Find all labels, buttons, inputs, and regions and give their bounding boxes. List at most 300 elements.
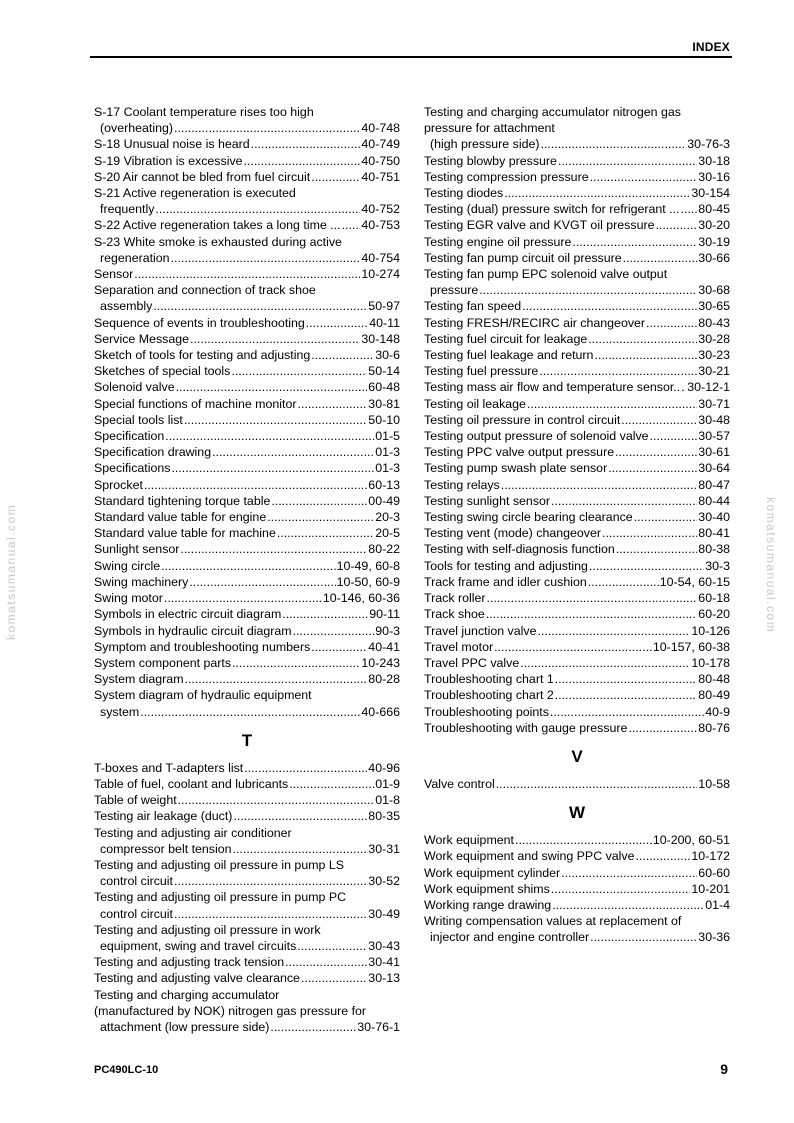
- index-entry-page-ref: 30-154: [691, 186, 730, 201]
- index-entry: [424, 558, 730, 574]
- dot-leader: [174, 873, 367, 889]
- index-entry-text: Tools for testing and adjusting: [424, 558, 588, 573]
- index-entry: [424, 315, 730, 331]
- index-entry-text: equipment, swing and travel circuits: [100, 938, 297, 953]
- index-entry-text: Work equipment shims: [424, 881, 550, 896]
- index-entry-page-ref: 10-50, 60-9: [336, 574, 400, 589]
- dot-leader: [634, 509, 698, 525]
- index-entry: [94, 153, 400, 169]
- dot-leader: [590, 169, 698, 185]
- index-entry: [94, 428, 400, 444]
- index-entry-text: Track shoe: [424, 607, 485, 622]
- index-entry-text: Testing with self-diagnosis function: [424, 542, 615, 557]
- index-entry-page-ref: 30-36: [698, 930, 730, 945]
- index-entry-text: Standard tightening torque table: [94, 493, 271, 508]
- index-entry: [424, 832, 730, 848]
- header-rule: [90, 56, 732, 58]
- dot-leader: [174, 906, 367, 922]
- dot-leader: [602, 525, 697, 541]
- index-entry-text: Special functions of machine monitor: [94, 396, 297, 411]
- index-entry: [424, 104, 730, 153]
- index-entry-text: Troubleshooting points: [424, 704, 549, 719]
- index-entry: [424, 250, 730, 266]
- index-entry-text: pressure for attachment: [424, 121, 555, 136]
- index-entry-page-ref: 30-28: [698, 331, 730, 346]
- index-entry-text: Sketch of tools for testing and adjusting: [94, 348, 311, 363]
- dot-leader: [232, 655, 360, 671]
- index-entry-page-ref: 01-4: [705, 897, 730, 912]
- index-entry-page-ref: 60-48: [368, 380, 400, 395]
- dot-leader: [165, 428, 374, 444]
- dot-leader: [289, 776, 374, 792]
- index-entry-page-ref: 30-43: [368, 938, 400, 953]
- index-entry-page-ref: 40-750: [361, 153, 400, 168]
- page-number: 9: [720, 1061, 728, 1077]
- index-column-right: [424, 104, 730, 946]
- index-entry-page-ref: 60-13: [368, 477, 400, 492]
- index-entry-text: S-21 Active regeneration is executed: [94, 186, 296, 201]
- index-entry-text: Troubleshooting chart 1: [424, 672, 554, 687]
- index-entry-page-ref: 80-48: [698, 672, 730, 687]
- dot-leader: [496, 776, 698, 792]
- index-entry: [94, 104, 400, 136]
- dot-leader: [650, 428, 698, 444]
- index-entry-page-ref: 10-243: [361, 655, 400, 670]
- index-entry-text: S-18 Unusual noise is heard: [94, 137, 250, 152]
- index-entry-page-ref: 80-28: [368, 672, 400, 687]
- index-entry-text: Work equipment and swing PPC valve: [424, 849, 635, 864]
- index-entry-page-ref: 30-71: [698, 396, 730, 411]
- index-entry-text: Solenoid valve: [94, 380, 175, 395]
- index-entry-page-ref: 30-6: [375, 348, 400, 363]
- index-entry: [94, 954, 400, 970]
- dot-leader: [164, 590, 322, 606]
- dot-leader: [558, 153, 697, 169]
- index-entry-text: Testing oil pressure in control circuit: [424, 412, 621, 427]
- footer-model: PC490LC-10: [94, 1064, 159, 1076]
- dot-leader: [285, 954, 367, 970]
- index-entry-text: T-boxes and T-adapters list: [94, 760, 244, 775]
- index-entry-text: Work equipment cylinder: [424, 865, 561, 880]
- dot-leader: [541, 136, 687, 152]
- index-entry: [424, 396, 730, 412]
- index-entry: [94, 525, 400, 541]
- index-entry-page-ref: 20-3: [375, 510, 400, 525]
- index-entry-text: Testing swing circle bearing clearance: [424, 510, 633, 525]
- dot-leader: [590, 929, 697, 945]
- index-entry-text: Table of weight: [94, 793, 177, 808]
- dot-leader: [233, 808, 367, 824]
- dot-leader: [608, 460, 697, 476]
- index-entry-page-ref: 40-749: [361, 137, 400, 152]
- dot-leader: [539, 363, 697, 379]
- index-entry-text: Testing FRESH/RECIRC air changeover: [424, 315, 646, 330]
- index-entry: [424, 201, 730, 217]
- index-entry-text: Sprocket: [94, 477, 143, 492]
- index-entry: [424, 185, 730, 201]
- index-entry-text: Troubleshooting chart 2: [424, 688, 554, 703]
- index-entry: [94, 169, 400, 185]
- dot-leader: [616, 541, 698, 557]
- dot-leader: [681, 379, 686, 395]
- dot-leader: [522, 298, 697, 314]
- index-entry: [424, 671, 730, 687]
- index-entry: [94, 185, 400, 217]
- section-letter: W: [568, 803, 586, 823]
- index-entry: [94, 509, 400, 525]
- index-entry-text: Testing compression pressure: [424, 169, 589, 184]
- index-entry: [424, 720, 730, 736]
- index-entry-page-ref: 20-5: [375, 526, 400, 541]
- index-entry: [94, 282, 400, 314]
- index-entry-text: Testing fan pump circuit oil pressure: [424, 250, 622, 265]
- index-entry: [94, 234, 400, 266]
- index-entry-page-ref: 40-752: [361, 202, 400, 217]
- index-entry-page-ref: 30-76-1: [357, 1019, 400, 1034]
- index-entry: [94, 606, 400, 622]
- dot-leader: [244, 760, 367, 776]
- dot-leader: [588, 331, 697, 347]
- index-entry: [424, 865, 730, 881]
- index-entry-text: Testing EGR valve and KVGT oil pressure: [424, 218, 655, 233]
- index-entry: [424, 298, 730, 314]
- index-entry-page-ref: 30-64: [698, 461, 730, 476]
- index-entry-page-ref: 10-201: [691, 881, 730, 896]
- index-entry-page-ref: 40-9: [705, 704, 730, 719]
- index-entry-text: Special tools list: [94, 412, 183, 427]
- index-entry-page-ref: 10-274: [361, 267, 400, 282]
- index-entry: [424, 460, 730, 476]
- index-entry-text: Specification drawing: [94, 445, 212, 460]
- dot-leader: [515, 832, 652, 848]
- index-entry-text: Specifications: [94, 461, 171, 476]
- index-entry-text: Swing machinery: [94, 574, 189, 589]
- index-entry: [424, 379, 730, 395]
- index-entry: [94, 396, 400, 412]
- index-entry: [94, 639, 400, 655]
- index-entry: [424, 444, 730, 460]
- index-entry-text: Travel motor: [424, 639, 494, 654]
- dot-leader: [270, 1019, 356, 1035]
- index-entry-text: S-19 Vibration is excessive: [94, 153, 243, 168]
- index-entry-text: Testing vent (mode) changeover: [424, 526, 602, 541]
- index-entry-text: Sequence of events in troubleshooting: [94, 315, 305, 330]
- dot-leader: [171, 250, 361, 266]
- index-entry-text: Travel PPC valve: [424, 655, 520, 670]
- index-entry: [424, 428, 730, 444]
- index-entry-text: Sunlight sensor: [94, 542, 180, 557]
- index-entry-text: Testing output pressure of solenoid valve: [424, 429, 649, 444]
- dot-leader: [311, 169, 360, 185]
- index-entry: [424, 623, 730, 639]
- dot-leader: [655, 217, 697, 233]
- index-entry: [94, 987, 400, 1036]
- dot-leader: [636, 848, 691, 864]
- index-entry: [424, 606, 730, 622]
- index-entry-page-ref: 30-19: [698, 234, 730, 249]
- dot-leader: [185, 671, 368, 687]
- index-entry-page-ref: 30-49: [368, 906, 400, 921]
- index-entry-text: Travel junction valve: [424, 623, 537, 638]
- index-entry: [94, 136, 400, 152]
- index-entry: [94, 857, 400, 889]
- dot-leader: [621, 412, 697, 428]
- index-entry-text: system: [100, 704, 140, 719]
- dot-leader: [527, 396, 697, 412]
- page-header-title: INDEX: [692, 40, 730, 54]
- index-entry-page-ref: 30-31: [368, 841, 400, 856]
- index-entry-text: Testing oil leakage: [424, 396, 526, 411]
- index-entry: [424, 363, 730, 379]
- index-entry-text: Testing pump swash plate sensor: [424, 461, 608, 476]
- index-entry-page-ref: 50-10: [368, 412, 400, 427]
- index-entry-text: (high pressure side): [430, 137, 540, 152]
- index-entry-page-ref: 30-48: [698, 412, 730, 427]
- dot-leader: [231, 363, 367, 379]
- index-entry-text: Testing air leakage (duct): [94, 809, 233, 824]
- index-entry-text: assembly: [100, 299, 153, 314]
- index-entry-page-ref: 10-49, 60-8: [336, 558, 400, 573]
- index-entry: [424, 217, 730, 233]
- index-entry-text: Testing and adjusting oil pressure in pump PC: [94, 890, 347, 905]
- index-entry-page-ref: 30-13: [368, 971, 400, 986]
- index-entry-text: Symptom and troubleshooting numbers: [94, 639, 311, 654]
- index-entry-text: (manufactured by NOK) nitrogen gas pressure for: [94, 1003, 367, 1018]
- dot-leader: [486, 606, 697, 622]
- index-entry: [424, 493, 730, 509]
- index-entry-text: S-17 Coolant temperature rises too high: [94, 105, 314, 119]
- index-entry-page-ref: 90-3: [375, 623, 400, 638]
- watermark-left: komatsumanual.com: [4, 503, 18, 640]
- index-entry-page-ref: 60-20: [698, 607, 730, 622]
- dot-leader: [140, 704, 360, 720]
- index-entry-page-ref: 90-11: [369, 607, 400, 622]
- dot-leader: [267, 509, 374, 525]
- index-entry-text: Testing and adjusting oil pressure in work: [94, 922, 321, 937]
- dot-leader: [178, 792, 375, 808]
- index-entry: [94, 363, 400, 379]
- dot-leader: [680, 201, 697, 217]
- index-entry: [94, 760, 400, 776]
- dot-leader: [189, 574, 335, 590]
- index-entry: [94, 558, 400, 574]
- dot-leader: [282, 606, 368, 622]
- index-entry: [424, 266, 730, 298]
- index-entry-page-ref: 50-97: [368, 299, 400, 314]
- index-entry-text: Service Message: [94, 331, 190, 346]
- index-entry-text: control circuit: [100, 874, 173, 889]
- dot-leader: [212, 444, 374, 460]
- index-entry-page-ref: 30-68: [698, 283, 730, 298]
- dot-leader: [134, 266, 360, 282]
- dot-leader: [297, 938, 367, 954]
- index-entry: [424, 639, 730, 655]
- dot-leader: [504, 185, 690, 201]
- index-entry: [94, 970, 400, 986]
- index-entry-text: S-22 Active regeneration takes a long time ...: [94, 218, 341, 233]
- index-entry-text: Swing motor: [94, 591, 163, 606]
- index-entry: [94, 379, 400, 395]
- index-entry-page-ref: 30-23: [698, 348, 730, 363]
- index-entry: [424, 153, 730, 169]
- index-entry: [94, 266, 400, 282]
- index-entry: [424, 655, 730, 671]
- index-entry-text: injector and engine controller: [430, 930, 590, 945]
- index-entry-page-ref: 80-44: [698, 493, 730, 508]
- dot-leader: [306, 315, 368, 331]
- index-entry-text: control circuit: [100, 906, 173, 921]
- index-entry-text: Valve control: [424, 776, 495, 791]
- dot-leader: [174, 120, 360, 136]
- index-entry-text: Testing and charging accumulator: [94, 987, 280, 1002]
- index-entry-text: compressor belt tension: [100, 841, 232, 856]
- index-entry: [94, 574, 400, 590]
- index-entry: [424, 169, 730, 185]
- index-entry-text: attachment (low pressure side): [100, 1019, 270, 1034]
- index-entry-page-ref: 30-20: [698, 218, 730, 233]
- index-entry-page-ref: 50-14: [368, 364, 400, 379]
- index-entry-page-ref: 80-22: [368, 542, 400, 557]
- index-entry-text: Testing mass air flow and temperature sensor..: [424, 380, 681, 395]
- dot-leader: [537, 623, 690, 639]
- index-entry: [94, 922, 400, 954]
- index-entry-page-ref: 80-49: [698, 688, 730, 703]
- index-entry-text: Testing fuel leakage and return: [424, 348, 594, 363]
- index-entry-text: regeneration: [100, 250, 170, 265]
- index-entry-page-ref: 01-3: [375, 445, 400, 460]
- index-entry-text: pressure: [430, 283, 479, 298]
- index-entry: [94, 808, 400, 824]
- dot-leader: [589, 558, 704, 574]
- index-entry-page-ref: 40-41: [368, 639, 400, 654]
- index-entry-page-ref: 80-76: [698, 720, 730, 735]
- index-entry-page-ref: 60-18: [698, 591, 730, 606]
- dot-leader: [623, 250, 698, 266]
- index-entry: [94, 776, 400, 792]
- index-entry: [94, 825, 400, 857]
- dot-leader: [555, 687, 698, 703]
- index-entry-text: Working range drawing: [424, 897, 552, 912]
- index-entry: [94, 655, 400, 671]
- index-entry: [424, 913, 730, 945]
- dot-leader: [479, 282, 697, 298]
- index-entry-text: System component parts: [94, 655, 232, 670]
- index-entry-page-ref: 80-47: [698, 477, 730, 492]
- index-entry-text: Sketches of special tools: [94, 364, 231, 379]
- index-entry-page-ref: 30-66: [698, 250, 730, 265]
- index-entry-page-ref: 10-54, 60-15: [659, 574, 730, 589]
- dot-leader: [144, 477, 367, 493]
- index-entry-page-ref: 30-16: [698, 169, 730, 184]
- index-entry-text: frequently: [100, 202, 155, 217]
- index-entry: [424, 687, 730, 703]
- index-entry: [424, 234, 730, 250]
- dot-leader: [171, 460, 374, 476]
- index-entry-text: System diagram of hydraulic equipment: [94, 688, 312, 703]
- index-entry-page-ref: 80-45: [698, 202, 730, 217]
- index-entry: [424, 848, 730, 864]
- index-entry: [94, 792, 400, 808]
- dot-leader: [550, 704, 704, 720]
- index-entry: [424, 590, 730, 606]
- index-entry-page-ref: 40-11: [369, 315, 400, 330]
- index-entry: [94, 217, 400, 233]
- dot-leader: [190, 331, 360, 347]
- index-entry: [424, 525, 730, 541]
- index-entry: [94, 541, 400, 557]
- index-entry-page-ref: 10-58: [698, 776, 730, 791]
- index-entry-page-ref: 30-41: [368, 955, 400, 970]
- dot-leader: [233, 841, 368, 857]
- index-entry-text: S-20 Air cannot be bled from fuel circuit: [94, 169, 311, 184]
- index-entry-text: Symbols in hydraulic circuit diagram: [94, 623, 292, 638]
- index-entry-page-ref: 60-60: [698, 865, 730, 880]
- index-entry-text: Testing PPC valve output pressure: [424, 445, 615, 460]
- index-entry-page-ref: 40-753: [361, 218, 400, 233]
- index-entry-page-ref: 30-12-1: [687, 380, 730, 395]
- dot-leader: [520, 655, 690, 671]
- dot-leader: [311, 639, 367, 655]
- dot-leader: [628, 720, 697, 736]
- dot-leader: [301, 970, 367, 986]
- index-entry: [94, 444, 400, 460]
- index-entry-page-ref: 01-5: [375, 429, 400, 444]
- index-entry: [94, 477, 400, 493]
- index-entry-text: Testing sunlight sensor: [424, 493, 551, 508]
- index-entry-page-ref: 40-751: [361, 169, 400, 184]
- index-entry-page-ref: 40-96: [368, 760, 400, 775]
- index-entry-page-ref: 30-57: [698, 429, 730, 444]
- index-entry-page-ref: 80-43: [698, 315, 730, 330]
- index-entry-text: Standard value table for engine: [94, 510, 267, 525]
- dot-leader: [555, 671, 698, 687]
- index-entry: [94, 493, 400, 509]
- index-entry-text: Testing blowby pressure: [424, 153, 557, 168]
- index-entry: [424, 704, 730, 720]
- index-entry-page-ref: 30-3: [705, 558, 730, 573]
- index-entry: [424, 331, 730, 347]
- index-entry-page-ref: 00-49: [368, 493, 400, 508]
- index-entry-text: S-23 White smoke is exhausted during active: [94, 234, 342, 249]
- index-entry-text: Testing fan speed: [424, 299, 522, 314]
- index-entry-text: Testing fuel circuit for leakage: [424, 331, 588, 346]
- index-entry-text: Symbols in electric circuit diagram: [94, 607, 282, 622]
- index-entry-page-ref: 01-3: [375, 461, 400, 476]
- index-entry: [424, 509, 730, 525]
- section-letter: V: [571, 746, 583, 766]
- index-entry: [94, 315, 400, 331]
- dot-leader: [594, 347, 697, 363]
- index-column-left: [94, 104, 400, 1035]
- index-entry-text: Testing and adjusting valve clearance: [94, 971, 300, 986]
- dot-leader: [311, 347, 374, 363]
- index-entry-page-ref: 01-8: [375, 793, 400, 808]
- index-entry-page-ref: 10-200, 60-51: [652, 833, 730, 848]
- index-entry-text: Testing and adjusting air conditioner: [94, 825, 292, 840]
- index-entry-page-ref: 30-76-3: [687, 137, 730, 152]
- dot-leader: [501, 477, 698, 493]
- index-entry: [424, 347, 730, 363]
- dot-leader: [244, 153, 361, 169]
- index-entry-text: Work equipment: [424, 833, 514, 848]
- index-entry: [424, 574, 730, 590]
- index-entry-page-ref: 10-172: [691, 849, 730, 864]
- index-entry-page-ref: 10-178: [691, 655, 730, 670]
- index-entry: [424, 477, 730, 493]
- index-entry: [94, 623, 400, 639]
- index-entry: [94, 331, 400, 347]
- index-entry-page-ref: 80-38: [698, 542, 730, 557]
